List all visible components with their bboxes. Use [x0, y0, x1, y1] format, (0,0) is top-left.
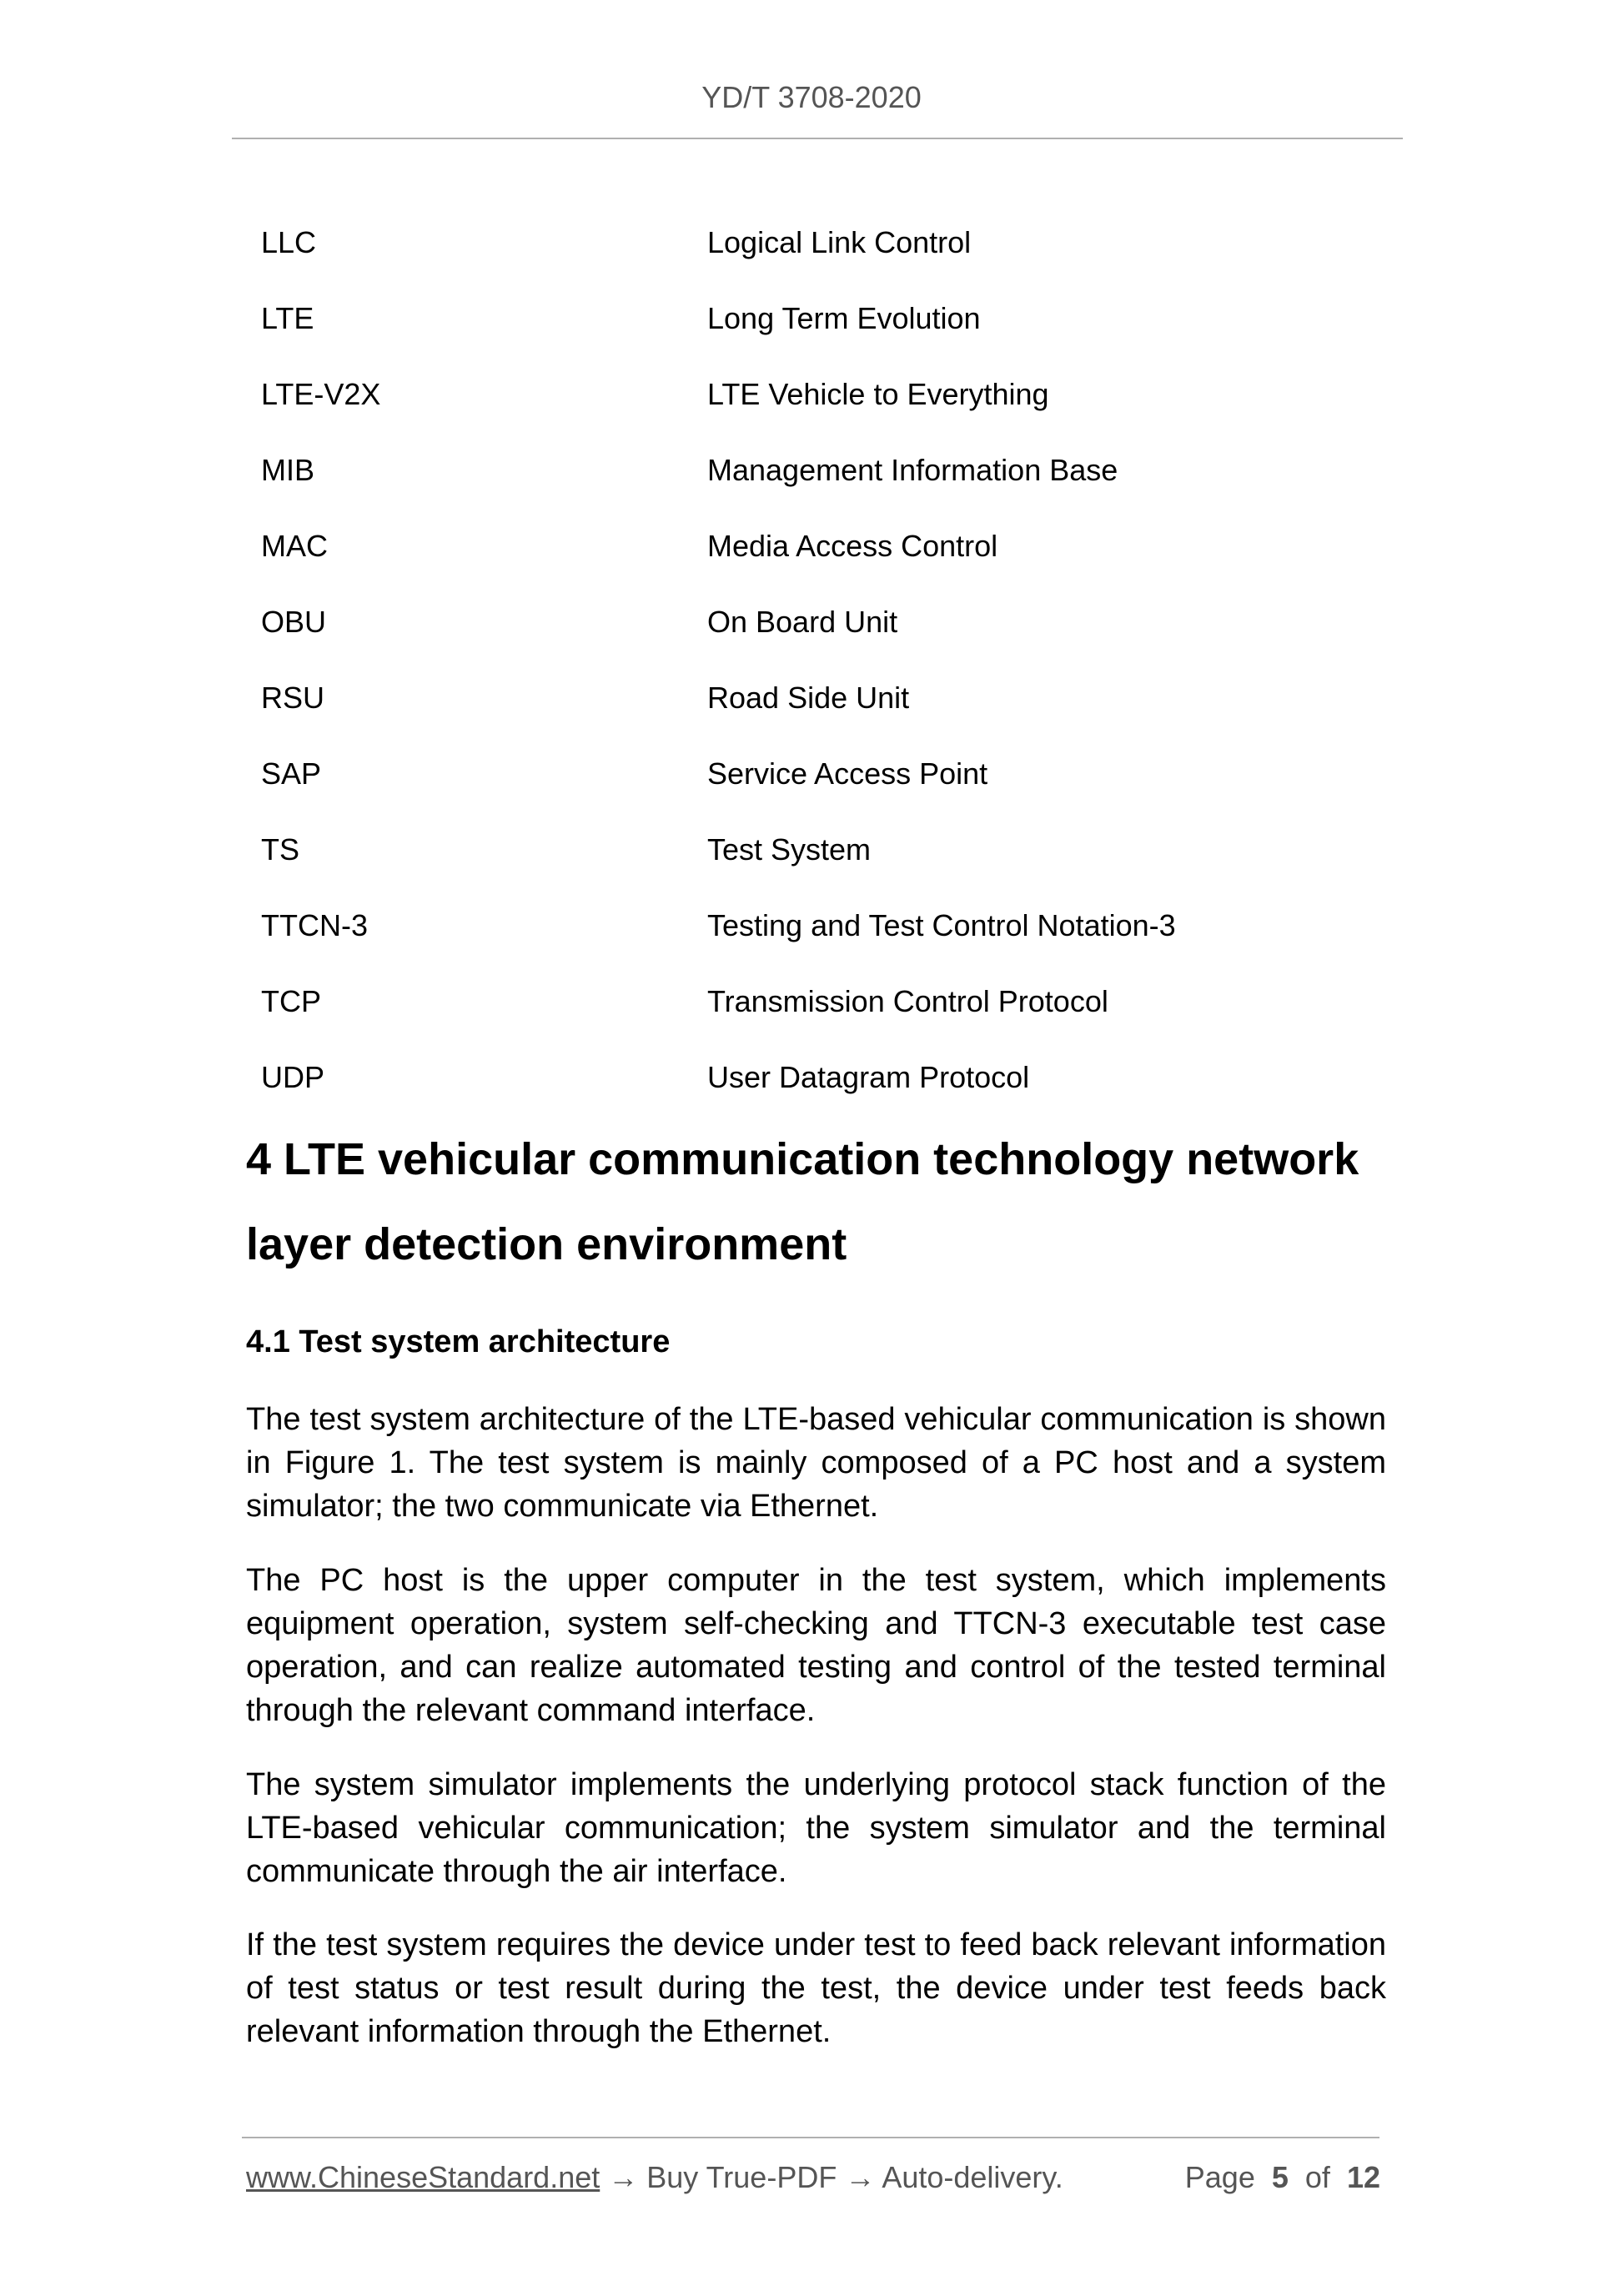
footer-promo: [246, 2160, 1063, 2195]
abbreviation-definition: Road Side Unit: [707, 680, 910, 715]
current-page-number: 5: [1271, 2160, 1289, 2194]
abbreviation-row: [261, 432, 1395, 508]
abbreviation-definition: Transmission Control Protocol: [707, 983, 1108, 1018]
abbreviation-term: MAC: [261, 528, 328, 563]
abbreviation-row: [261, 811, 1395, 887]
abbreviation-term: LLC: [261, 224, 317, 259]
abbreviation-term: TCP: [261, 983, 321, 1018]
abbreviation-row: [261, 280, 1395, 356]
abbreviation-definition: Test System: [707, 831, 872, 867]
abbreviation-row: [261, 584, 1395, 660]
page-label: Page: [1184, 2160, 1255, 2194]
abbreviation-definition: Testing and Test Control Notation-3: [707, 907, 1176, 942]
abbreviation-term: MIB: [261, 452, 315, 487]
section-heading-line-1: 4 LTE vehicular communication technology network: [246, 1134, 1359, 1184]
body-paragraph: The system simulator implements the underlying protocol stack function of the LTE-based vehicular communication; the system simulator and the terminal communicate through the air interface.: [246, 1767, 1386, 1889]
abbreviation-definition: Logical Link Control: [707, 224, 972, 259]
abbreviation-definition: Long Term Evolution: [707, 300, 981, 335]
page-footer: [246, 2160, 1380, 2195]
abbreviation-term: SAP: [261, 756, 322, 791]
abbreviation-row: [261, 736, 1395, 811]
document-id-header: YD/T 3708-2020: [701, 80, 922, 114]
abbreviation-row: [261, 204, 1395, 280]
abbreviation-definition: User Datagram Protocol: [707, 1059, 1030, 1094]
abbreviation-term: OBU: [261, 604, 327, 639]
abbreviations-list: [261, 204, 1395, 1115]
website-link[interactable]: www.ChineseStandard.net: [246, 2160, 600, 2194]
abbreviation-term: TS: [261, 831, 300, 867]
abbreviation-definition: Service Access Point: [707, 756, 988, 791]
body-paragraph: The test system architecture of the LTE-based vehicular communication is shown in Figure 1. The test system is mainly composed of a PC host and a system simulator; the two communicate via Ethernet.: [246, 1402, 1386, 1524]
abbreviation-term: RSU: [261, 680, 325, 715]
abbreviation-term: TTCN-3: [261, 907, 368, 942]
footer-promo-text: → Buy True-PDF → Auto-delivery.: [600, 2160, 1063, 2194]
footer-divider: [242, 2137, 1379, 2138]
abbreviation-definition: On Board Unit: [707, 604, 898, 639]
subsection-heading: 4.1 Test system architecture: [246, 1324, 671, 1359]
total-pages-number: 12: [1346, 2160, 1380, 2194]
header-divider: [232, 138, 1403, 139]
body-paragraph: If the test system requires the device under test to feed back relevant information of test status or test result during the test, the device under test feeds back relevant information through the Ethernet.: [246, 1927, 1386, 2049]
abbreviation-definition: Media Access Control: [707, 528, 998, 563]
page-of-label: of: [1304, 2160, 1330, 2194]
abbreviation-row: [261, 1039, 1395, 1115]
section-heading-line-2: layer detection environment: [246, 1219, 847, 1269]
abbreviation-definition: LTE Vehicle to Everything: [707, 376, 1049, 411]
abbreviation-term: LTE: [261, 300, 314, 335]
abbreviation-row: [261, 508, 1395, 584]
abbreviation-row: [261, 356, 1395, 432]
abbreviation-term: UDP: [261, 1059, 325, 1094]
abbreviation-row: [261, 963, 1395, 1039]
abbreviation-definition: Management Information Base: [707, 452, 1118, 487]
abbreviation-row: [261, 887, 1395, 963]
page-indicator: [1185, 2160, 1380, 2195]
abbreviation-term: LTE-V2X: [261, 376, 381, 411]
abbreviation-row: [261, 660, 1395, 736]
body-paragraph: The PC host is the upper computer in the test system, which implements equipment operation, system self-checking and TTCN-3 executable test case operation, and can realize automated testing and control of the tested terminal through the relevant command interface.: [246, 1563, 1386, 1728]
